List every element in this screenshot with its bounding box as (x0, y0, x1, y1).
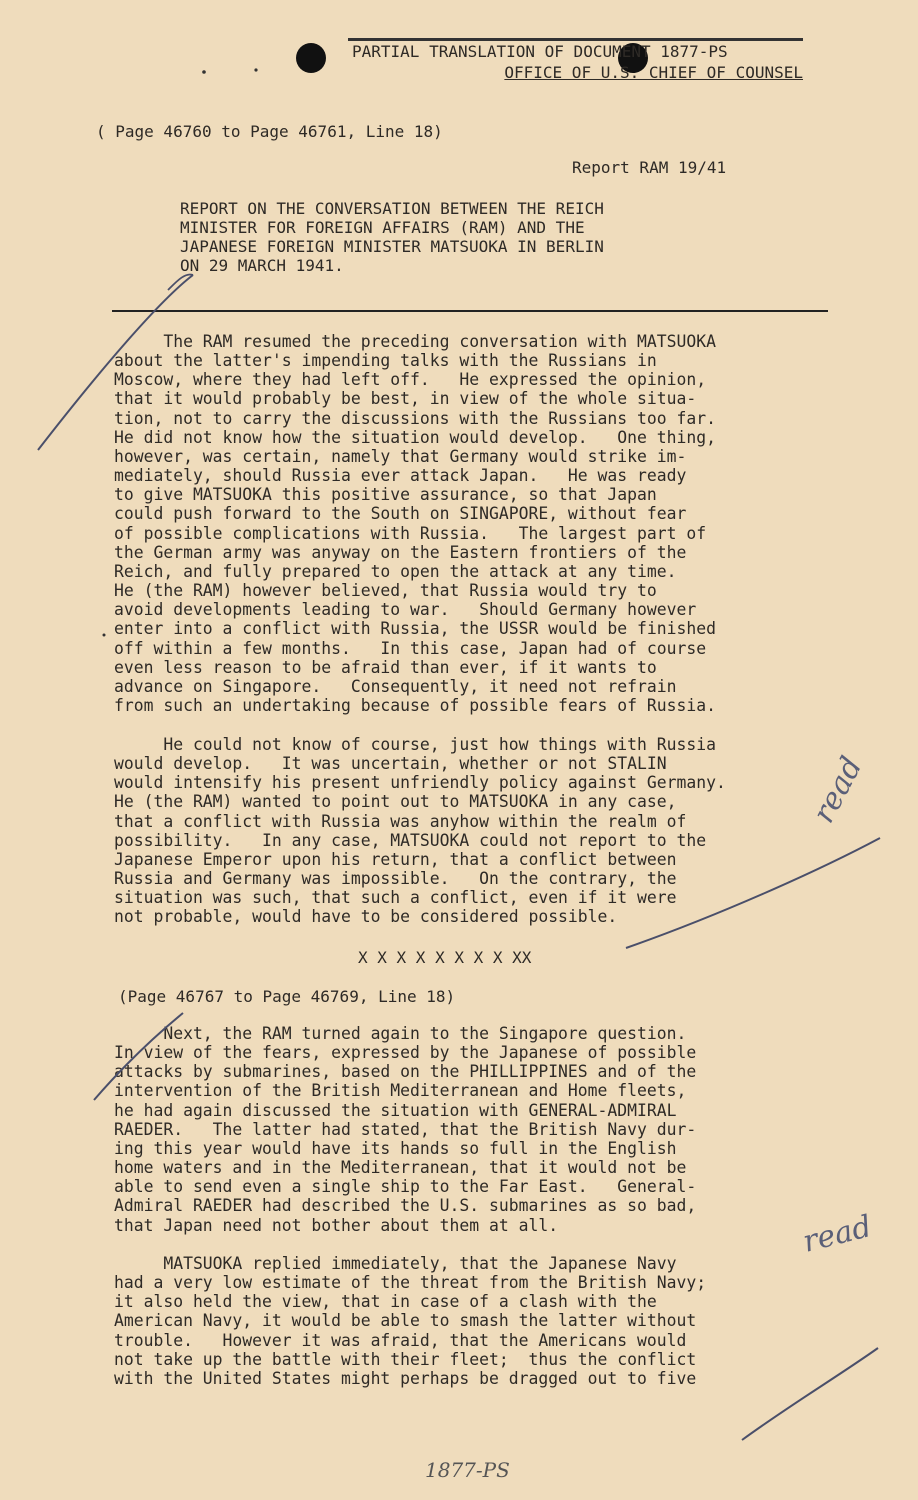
footer-document-number: 1877-PS (425, 1458, 510, 1482)
paragraph-4: MATSUOKA replied immediately, that the Japanese Navy had a very low estimate of the threat from the British Navy; it also held the view, that in case of a clash with the American Navy, it would be able to smash the latter without trouble. However it was afraid, that the Americans would not take up the battle with their fleet; thus the conflict with the United States might perhaps be dragged out to five (114, 1254, 707, 1388)
header-line-2: OFFICE OF U.S. CHIEF OF COUNSEL (504, 63, 803, 82)
margin-note-read-2 (799, 1209, 875, 1260)
stray-mark (202, 70, 206, 74)
page-reference-1: ( Page 46760 to Page 46761, Line 18) (96, 122, 443, 141)
page-reference-2: (Page 46767 to Page 46769, Line 18) (118, 987, 456, 1006)
pencil-stroke-2 (626, 838, 880, 948)
svg-text:read: read (799, 1209, 876, 1260)
pencil-stroke-1 (38, 275, 193, 450)
pencil-stroke-3 (94, 1013, 183, 1100)
header-line-1: PARTIAL TRANSLATION OF DOCUMENT 1877-PS (352, 42, 728, 61)
margin-note-read-1 (806, 751, 869, 829)
svg-text:read: read (806, 751, 870, 829)
paragraph-1: The RAM resumed the preceding conversation with MATSUOKA about the latter's impending talks with the Russians in Moscow, where they had left off. He expressed the opinion, that it would probably be best, in view of the whole situa- tion, not to carry the discussions with the Russians too far. He did not know how the situation would develop. One thing, however, was certain, namely that Germany would strike im- mediately, should Russia ever attack Japan. He was ready to give MATSUOKA this positive assurance, so that Japan could push forward to the South on SINGAPORE, without fear of possible complications with Russia. The largest part of the German army was anyway on the Eastern frontiers of the Reich, and fully prepared to open the attack at any time. He (the RAM) however believed, that Russia would try to avoid developments leading to war. Should Germany however enter into a conflict with Russia, the USSR would be finished off within a few months. In this case, Japan had of course even less reason to be afraid than ever, if it wants to advance on Singapore. Consequently, it need not refrain from such an undertaking because of possible fears of Russia. (114, 332, 716, 715)
title-line-1: REPORT ON THE CONVERSATION BETWEEN THE REICH (180, 199, 604, 218)
section-separator: X X X X X X X X XX (358, 948, 532, 967)
stray-mark (254, 68, 257, 71)
paragraph-3: Next, the RAM turned again to the Singapore question. In view of the fears, expressed by the Japanese of possible attacks by submarines, based on the PHILLIPPINES and of the intervention of the British Mediterranean and Home fleets, he had again discussed the situation with GENERAL-ADMIRAL RAEDER. The latter had stated, that the British Navy dur- ing this year would have its hands so full in the English home waters and in the Mediterranean, that it would not be able to send even a single ship to the Far East. General- Admiral RAEDER had described the U.S. submarines as so bad, that Japan need not bother about them at all. (114, 1024, 697, 1235)
title-line-3: JAPANESE FOREIGN MINISTER MATSUOKA IN BERLIN (180, 237, 604, 256)
pencil-stroke-4 (742, 1348, 878, 1440)
title-line-4: ON 29 MARCH 1941. (180, 256, 344, 275)
report-number: Report RAM 19/41 (572, 158, 727, 177)
title-line-2: MINISTER FOR FOREIGN AFFAIRS (RAM) AND THE (180, 218, 585, 237)
stray-mark (103, 634, 106, 637)
paragraph-2: He could not know of course, just how things with Russia would develop. It was uncertain, whether or not STALIN would intensify his present unfriendly policy against Germany. He (the RAM) wanted to point out to MATSUOKA in any case, that a conflict with Russia was anyhow within the realm of possibility. In any case, MATSUOKA could not report to the Japanese Emperor upon his return, that a conflict between Russia and Germany was impossible. On the contrary, the situation was such, that such a conflict, even if it were not probable, would have to be considered possible. (114, 735, 726, 927)
